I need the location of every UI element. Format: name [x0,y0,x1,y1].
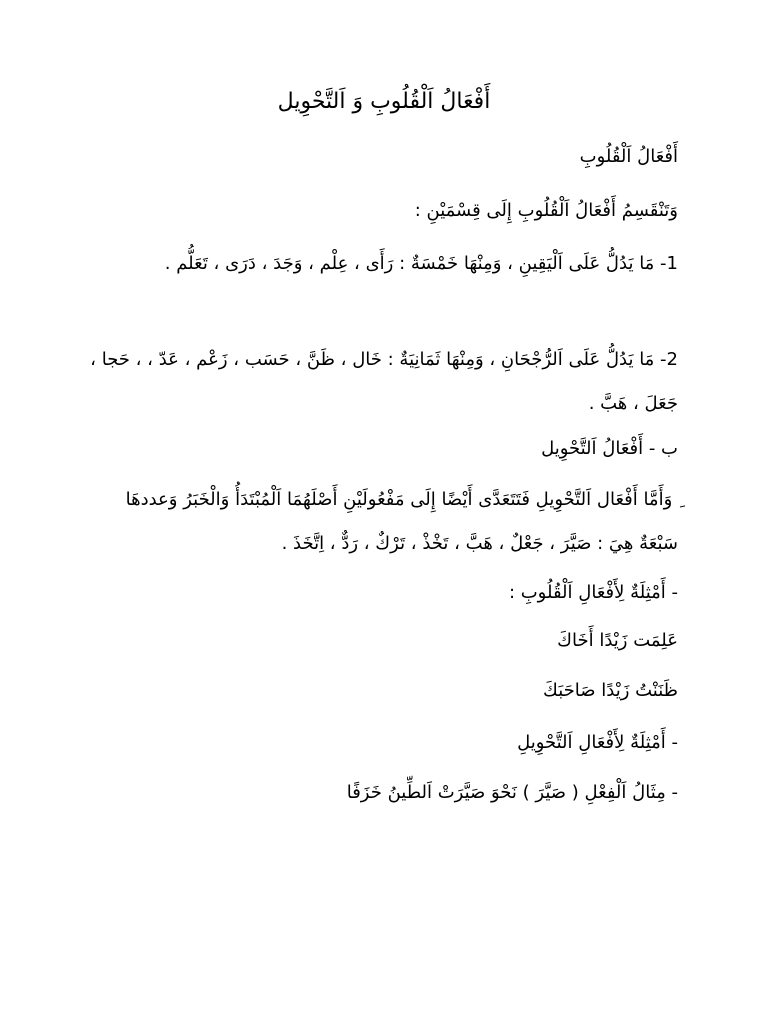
item-2-preponderance: 2- مَا يَدُلُّ عَلَى اَلرُّجْحَانِ ، وَمِنْهَا ثَمَانِيَةٌ : خَال ، ظَنَّ ، حَسَب ، زَعْم ، عَدّ ، ، حَجا ، جَعَلَ ، هَبَّ . [90,349,678,414]
document-title: أَفْعَالُ اَلْقُلُوبِ وَ اَلتَّحْوِيل [277,89,491,114]
examples-qulub-heading: - أَمْثِلَةٌ لِأَفْعَالِ اَلْقُلُوبِ : [508,582,678,603]
heading-tahwil: ب - أَفْعَالُ اَلتَّحْوِيل [541,438,678,459]
heading-qulub: أَفْعَالُ اَلْقُلُوبِ [579,146,678,167]
tahwil-paragraph: ِ وَأَمَّا أَفْعَال اَلتَّحْوِيلِ فَتَتَعَدَّى أَيْضًا إِلَى مَفْعُولَيْنِ أَصْلَهُمَا اَلْمُبْتَدَأُ وَالْخَبَرُ وَعددهَا سَبْعَةٌ هِيَ : صَيَّرَ ، جَعْلٌ ، هَبَّ ، تَخْذْ ، تَرْكٌ ، رَدٌّ ، اِتَّخَذَ . [125,489,678,554]
examples-tahwil-heading: - أَمْثِلَةٌ لِأَفْعَالِ اَلتَّحْوِيلِ [517,732,678,753]
example-2: ظَنَنْتُ زَيْدًا صَاحَبَكَ [543,680,678,701]
division-intro: وَتَنْقَسِمُ أَفْعَالُ اَلْقُلُوبِ إِلَى قِسْمَيْنِ : [414,200,678,221]
item-1-certainty: 1- مَا يَدُلُّ عَلَى اَلْيَقِينِ ، وَمِنْهَا خَمْسَةٌ : رَأَى ، عِلْم ، وَجَدَ ، دَرَى ، تَعَلُّم . [164,253,678,274]
example-1: عَلِمَت زَيْدًا أَخَاكَ [557,630,678,651]
example-3: - مِثَالُ اَلْفِعْلِ ( صَيَّرَ ) نَحْوَ صَيَّرَتْ اَلطِّينُ خَزَفًا [346,782,678,803]
